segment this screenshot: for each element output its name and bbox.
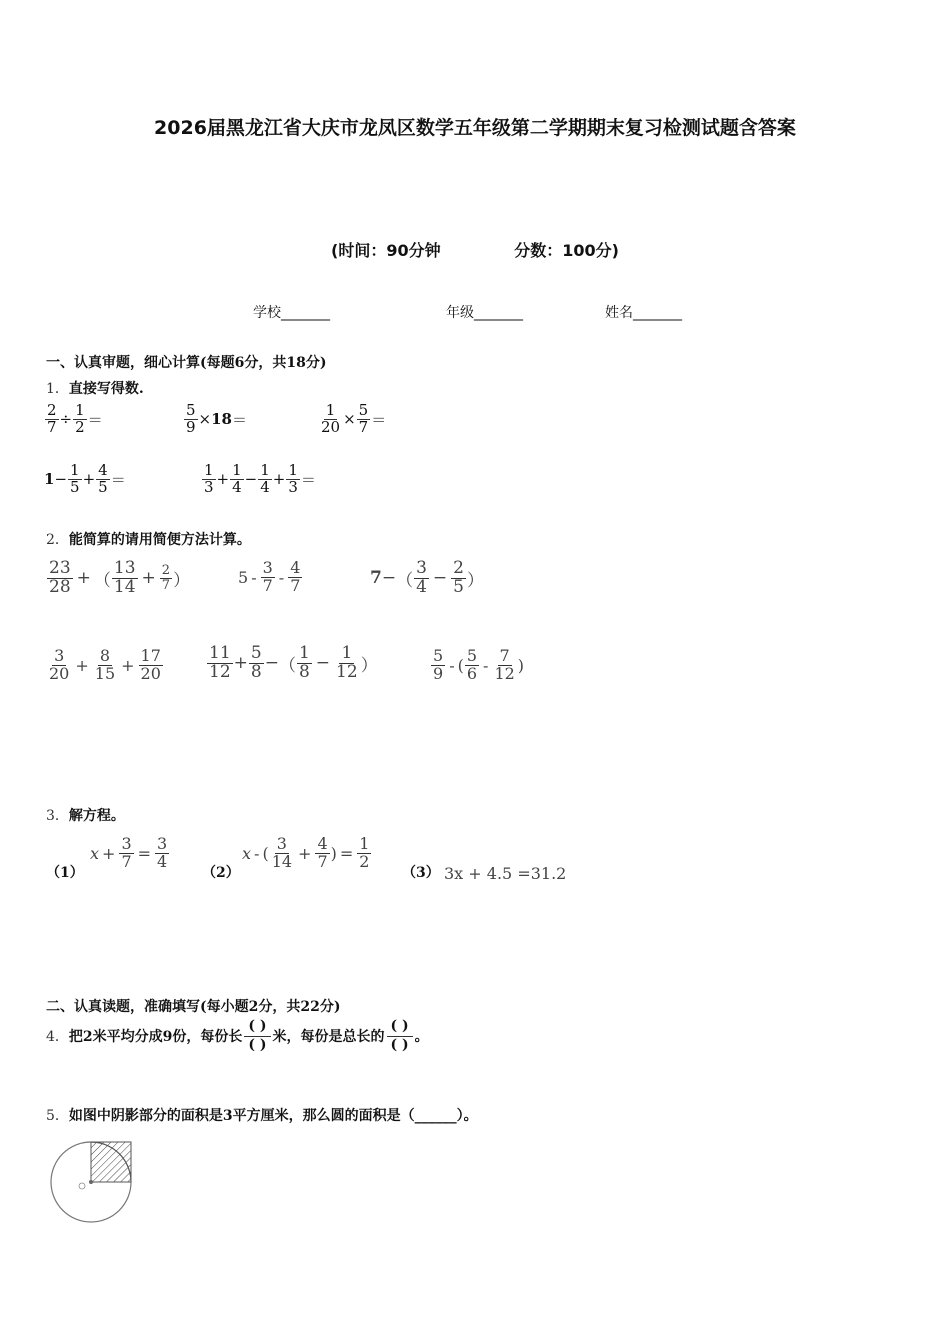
- math-token: 1: [260, 461, 270, 479]
- question-text: 直接写得数.: [68, 381, 144, 397]
- fraction: [155, 836, 169, 871]
- eq-label-2: （2）: [202, 865, 240, 881]
- time-label: (时间：90分钟: [331, 241, 441, 260]
- math-token: 1: [75, 401, 85, 419]
- math-token: 3: [204, 477, 214, 496]
- math-token: 1: [298, 643, 310, 663]
- math-token: ( ): [390, 1036, 409, 1053]
- math-token: +: [298, 843, 312, 863]
- grade-field[interactable]: 年级_______: [446, 305, 523, 321]
- math-token: ÷: [59, 410, 73, 429]
- math-token: 7: [161, 577, 171, 593]
- math-token: +: [233, 653, 248, 674]
- fraction: [96, 463, 110, 496]
- math-token: 7: [290, 575, 301, 595]
- fraction: [184, 403, 198, 436]
- fraction: [68, 463, 82, 496]
- math-token: ）: [467, 570, 484, 591]
- fraction: [249, 645, 264, 682]
- math-token: 3: [54, 646, 65, 665]
- math-token: 5: [358, 401, 369, 419]
- question-2: [46, 529, 251, 549]
- section-1-heading: 一、认真审题，细心计算(每题6分，共18分): [46, 355, 327, 371]
- math-token: （: [93, 570, 111, 591]
- question-3: [46, 805, 125, 825]
- fraction: [207, 645, 233, 682]
- fraction: [451, 560, 466, 597]
- math-token: +: [75, 655, 89, 675]
- question-5: [46, 1105, 478, 1125]
- math-token: 4: [260, 477, 270, 496]
- math-token: 20: [49, 663, 70, 683]
- calc-2a: [46, 560, 190, 597]
- fraction: [492, 648, 516, 683]
- math-token: 1: [204, 461, 214, 479]
- math-token: 7: [499, 646, 510, 665]
- math-token: -: [254, 843, 260, 863]
- math-token: 3: [416, 558, 427, 578]
- question-text: 如图中阴影部分的面积是3平方厘米，那么圆的面积是（______）。: [68, 1108, 478, 1124]
- question-number: 3．: [46, 808, 69, 824]
- math-token: 12: [336, 661, 358, 682]
- question-number: 1．: [46, 381, 69, 397]
- fraction: [119, 836, 133, 871]
- math-token: 4: [317, 834, 328, 853]
- fraction: [47, 648, 71, 683]
- math-token: -: [483, 655, 489, 675]
- calc-2e: [206, 645, 378, 682]
- math-token: ＝: [232, 410, 248, 429]
- calc-1b: $\frac{5}{9}$ × 18 ＝: [186, 401, 248, 436]
- math-token: （: [396, 570, 414, 591]
- math-token: ＝: [300, 470, 316, 489]
- math-token: x: [90, 843, 100, 863]
- math-token: 7: [262, 575, 273, 595]
- question-text: 能简算的请用简便方法计算。: [68, 532, 251, 548]
- math-token: 5: [250, 643, 262, 663]
- math-token: +: [82, 470, 96, 489]
- math-token: 5: [98, 477, 108, 496]
- math-token: 23: [49, 558, 71, 578]
- page-title: 2026届黑龙江省大庆市龙凤区数学五年级第二学期期末复习检测试题含答案: [154, 117, 796, 139]
- question-text: 米，每份是总长的: [272, 1029, 385, 1045]
- calc-2d: [46, 648, 164, 683]
- math-token: -: [449, 655, 455, 675]
- math-token: (: [457, 655, 464, 675]
- math-token: +: [102, 843, 116, 863]
- question-text: 解方程。: [68, 808, 125, 824]
- math-token: 7: [358, 417, 369, 436]
- equation-1: [90, 836, 170, 871]
- question-number: 4．: [46, 1029, 69, 1045]
- math-token: 3: [276, 834, 287, 853]
- math-token: -: [251, 567, 257, 587]
- math-token: 2: [161, 563, 171, 579]
- math-token: 2: [359, 851, 370, 871]
- math-token: 3: [157, 834, 168, 853]
- fraction: [112, 560, 138, 597]
- math-token: =: [137, 843, 152, 863]
- math-token: 2: [75, 417, 85, 436]
- fraction: [465, 648, 479, 683]
- math-token: 1: [341, 643, 353, 663]
- math-token: 11: [209, 643, 231, 663]
- calc-1a: [44, 403, 103, 436]
- math-token: ( ): [244, 1018, 270, 1037]
- fraction: [357, 403, 371, 436]
- answer-fraction-1[interactable]: [244, 1018, 270, 1054]
- math-token: 5: [466, 646, 478, 665]
- math-token: -: [278, 567, 285, 587]
- shaded-region: [91, 1142, 131, 1182]
- math-token: −: [54, 470, 68, 489]
- math-token: 2: [47, 401, 57, 419]
- math-token: 12: [209, 661, 231, 682]
- math-token: +: [121, 655, 135, 675]
- math-token: 3: [262, 558, 273, 577]
- math-token: 4: [157, 851, 168, 871]
- math-token: −: [244, 470, 258, 489]
- math-token: 8: [99, 646, 111, 665]
- question-number: 2．: [46, 532, 69, 548]
- section-2-heading: 二、认真读题，准确填写(每小题2分，共22分): [46, 999, 341, 1015]
- math-token: 14: [113, 576, 136, 597]
- math-token: ): [517, 655, 525, 675]
- math-token: 13: [113, 558, 136, 578]
- fraction: [202, 463, 216, 496]
- name-field[interactable]: 姓名_______: [605, 305, 682, 321]
- small-mark: [79, 1183, 85, 1189]
- question-1: [46, 378, 144, 398]
- math-token: 2: [453, 558, 464, 578]
- math-token: 7: [317, 851, 328, 871]
- math-token: 4: [98, 461, 108, 479]
- math-token: ×: [198, 410, 212, 429]
- fraction: [139, 648, 163, 683]
- math-token: 1: [288, 461, 298, 479]
- fraction: [286, 463, 300, 496]
- math-token: +: [216, 470, 230, 489]
- math-token: 1: [70, 461, 80, 479]
- math-token: −: [432, 568, 448, 589]
- score-label: 分数：100分): [514, 241, 619, 260]
- math-token: 5: [186, 401, 196, 419]
- math-token: 5: [238, 567, 249, 587]
- fraction: [160, 564, 172, 592]
- math-token: 14: [271, 851, 293, 871]
- math-token: 1: [232, 461, 242, 479]
- math-token: 5: [453, 576, 464, 597]
- math-token: 7: [47, 417, 57, 436]
- calc-1c: [318, 403, 386, 436]
- math-token: 3: [121, 834, 132, 853]
- school-field[interactable]: 学校_______: [253, 305, 330, 321]
- equation-2: [242, 836, 372, 871]
- math-token: 15: [94, 663, 116, 683]
- exam-meta: [0, 238, 950, 261]
- question-text: 把2米平均分成9份，每份长: [68, 1029, 243, 1045]
- math-token: 8: [298, 661, 310, 682]
- fraction: [261, 560, 275, 595]
- fraction: [319, 403, 342, 436]
- math-token: 8: [250, 661, 262, 682]
- calc-1e: [201, 463, 316, 496]
- fraction: [45, 403, 59, 436]
- fraction: [414, 560, 429, 597]
- math-token: +: [141, 568, 156, 589]
- math-token: +: [76, 568, 91, 589]
- question-number: 5．: [46, 1108, 69, 1124]
- fraction: [47, 560, 73, 597]
- fraction: [73, 403, 87, 436]
- math-token: 3: [288, 477, 298, 496]
- fraction: [230, 463, 244, 496]
- fraction: [288, 560, 302, 595]
- math-token: −: [315, 653, 331, 674]
- math-token: ( ): [387, 1018, 413, 1037]
- center-point: [89, 1180, 93, 1184]
- math-token: x: [242, 843, 252, 863]
- math-token: 6: [466, 663, 478, 683]
- fraction: [357, 836, 371, 871]
- fraction: [334, 645, 360, 682]
- fraction: [315, 836, 329, 871]
- math-token: 9: [433, 663, 444, 683]
- answer-fraction-2[interactable]: [387, 1018, 413, 1054]
- math-token: ＝: [371, 410, 387, 429]
- math-token: ): [330, 843, 337, 863]
- eq-label-1: （1）: [46, 865, 84, 881]
- math-token: 1: [359, 834, 370, 853]
- circle-diagram: [46, 1136, 146, 1228]
- math-token: 5: [70, 477, 80, 496]
- calc-2b: [238, 560, 303, 595]
- math-token: ）: [173, 570, 191, 591]
- fraction: [297, 645, 312, 682]
- calc-1d: 1 − $\frac{1}{5}$ + $\frac{4}{5}$ ＝: [44, 461, 126, 496]
- math-token: 17: [140, 646, 161, 665]
- math-token: 9: [186, 417, 196, 436]
- math-token: 28: [49, 576, 71, 597]
- math-token: ＝: [87, 410, 103, 429]
- math-token: 7: [121, 851, 132, 871]
- math-token: 5: [433, 646, 444, 665]
- math-token: ×: [343, 410, 356, 429]
- math-token: −: [381, 568, 397, 589]
- math-token: 1: [325, 401, 336, 419]
- math-token: 20: [321, 417, 341, 436]
- math-token: +: [272, 470, 286, 489]
- math-token: ）: [360, 655, 378, 676]
- math-token: 4: [416, 576, 427, 597]
- fraction: [431, 648, 445, 683]
- calc-2c: 7 − （ 3 4 − $\frac{2}{5}$ ）: [370, 558, 484, 597]
- calc-2f: [430, 648, 524, 683]
- equation-3: 3x + 4.5 =31.2: [444, 864, 567, 883]
- math-token: 12: [494, 663, 515, 683]
- fraction: [258, 463, 272, 496]
- math-token: =: [339, 843, 354, 863]
- question-4: 4． 把2米平均分成9份，每份长 ( ) ( ) 米，每份是总长的 ( ) ( ) 。: [46, 1018, 429, 1053]
- math-token: 20: [140, 663, 161, 683]
- math-token: ( ): [248, 1036, 267, 1053]
- fraction: [93, 648, 117, 683]
- eq-label-3: （3）: [402, 865, 440, 881]
- math-token: 4: [232, 477, 242, 496]
- math-token: （: [278, 655, 296, 676]
- math-token: ＝: [110, 470, 126, 489]
- math-token: −: [264, 653, 279, 674]
- math-token: (: [262, 843, 269, 863]
- fraction: [270, 836, 294, 871]
- math-token: 4: [290, 558, 301, 577]
